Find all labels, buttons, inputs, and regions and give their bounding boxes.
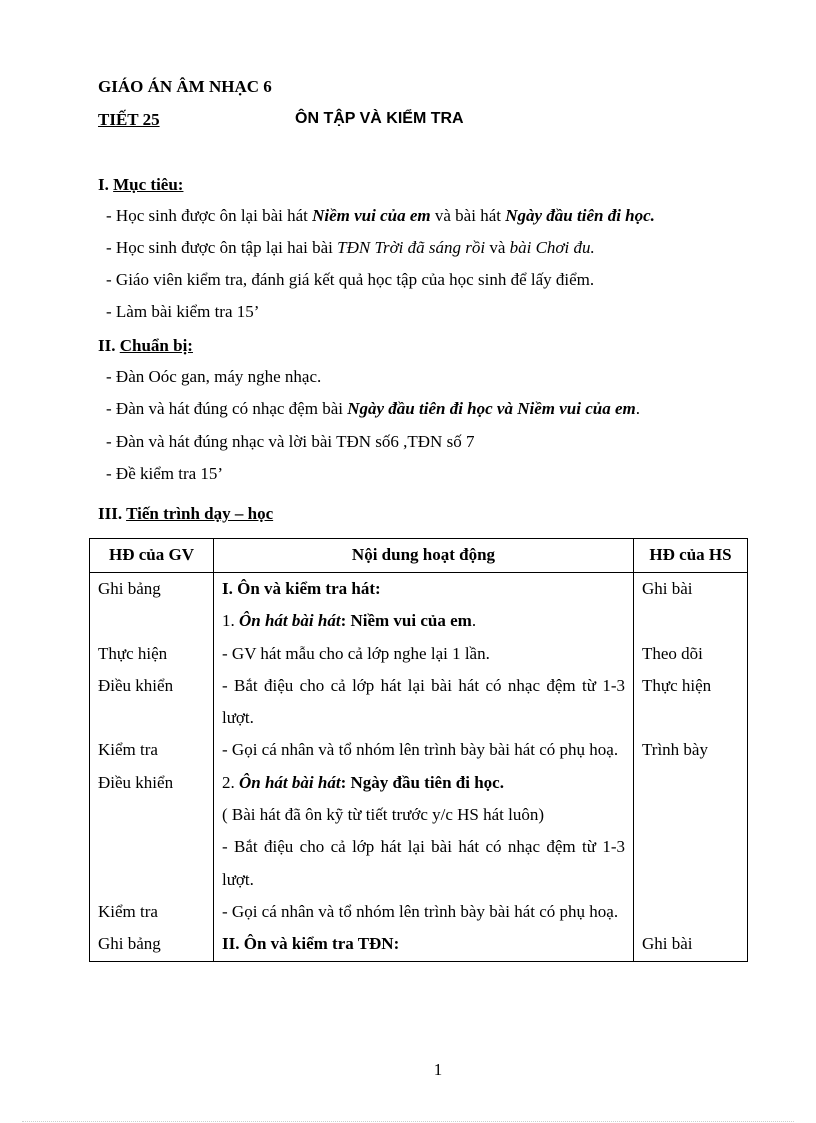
teacher-activity: [90, 605, 214, 637]
objective-item: - Làm bài kiểm tra 15’: [106, 302, 260, 321]
teacher-activity: Kiểm tra: [90, 896, 214, 928]
punctuation: .: [471, 611, 477, 631]
song-title: Ngày đầu tiên đi học và Niềm vui của em: [347, 399, 636, 418]
section-3-title: Tiến trình dạy – học: [126, 504, 274, 523]
column-header-student: HĐ của HS: [634, 539, 748, 573]
lesson-plan-table: [89, 538, 748, 962]
student-activity: [634, 767, 748, 799]
activity-label: Ôn hát bài hát: [239, 772, 341, 792]
preparation-item: - Đàn và hát đúng nhạc và lời bài TĐN số6 ,TĐN số 7: [106, 432, 475, 451]
preparation-item: - Đề kiểm tra 15’: [106, 464, 224, 483]
student-activity: [634, 799, 748, 831]
teacher-activity: Điều khiển: [90, 767, 214, 799]
objective-text: - Học sinh được ôn lại bài hát: [106, 206, 313, 225]
song-name: : Niềm vui của em: [340, 611, 472, 631]
teacher-activity: Kiểm tra: [90, 734, 214, 766]
table-row: [90, 767, 748, 799]
student-activity: Ghi bài: [634, 573, 748, 606]
section-1-number: I.: [98, 175, 109, 194]
teacher-activity: [90, 799, 214, 831]
activity-content: - Gọi cá nhân và tổ nhóm lên trình bày bài hát có phụ hoạ.: [214, 734, 634, 766]
section-3-number: III.: [98, 504, 123, 523]
activity-content: - GV hát mẫu cho cả lớp nghe lại 1 lần.: [214, 638, 634, 670]
page-number: 1: [433, 1060, 443, 1079]
song-title: Ngày đầu tiên đi học.: [505, 206, 655, 225]
table-row: [90, 896, 748, 928]
section-2-heading: [98, 336, 193, 356]
activity-content: - Gọi cá nhân và tổ nhóm lên trình bày bài hát có phụ hoạ.: [214, 896, 634, 928]
activity-content: [214, 767, 634, 799]
student-activity: Theo dõi: [634, 638, 748, 670]
objective-text: và bài hát: [430, 206, 506, 225]
section-3-heading: [98, 504, 273, 524]
preparation-item: - Đàn Oóc gan, máy nghe nhạc.: [106, 367, 322, 386]
objective-item: - Giáo viên kiểm tra, đánh giá kết quả học tập của học sinh để lấy điểm.: [106, 270, 595, 289]
song-title: bài Chơi đu.: [509, 238, 595, 257]
preparation-item: [106, 399, 640, 419]
objective-text: - Học sinh được ôn tập lại hai bài: [106, 238, 338, 257]
activity-content: - Bắt điệu cho cả lớp hát lại bài hát có nhạc đệm từ 1-3 lượt.: [214, 670, 634, 735]
activity-content: I. Ôn và kiểm tra hát:: [214, 573, 634, 606]
table-row: [90, 573, 748, 606]
student-activity: Trình bày: [634, 734, 748, 766]
song-title: TĐN Trời đã sáng rồi: [337, 238, 486, 257]
objective-item: [106, 206, 655, 226]
section-1-title: Mục tiêu:: [113, 175, 184, 194]
teacher-activity: Ghi bảng: [90, 928, 214, 961]
song-name: : Ngày đầu tiên đi học.: [340, 772, 504, 792]
section-2-number: II.: [98, 336, 116, 355]
teacher-activity: Thực hiện: [90, 638, 214, 670]
section-1-heading: [98, 175, 183, 195]
item-number: 1.: [222, 611, 239, 631]
item-number: 2.: [222, 772, 239, 792]
table-row: [90, 928, 748, 961]
student-activity: [634, 896, 748, 928]
student-activity: [634, 605, 748, 637]
document-title: GIÁO ÁN ÂM NHẠC 6: [98, 77, 272, 96]
song-title: Niềm vui của em: [312, 206, 431, 225]
lesson-number: TIẾT 25: [98, 110, 160, 129]
table-row: [90, 670, 748, 735]
column-header-content: Nội dung hoạt động: [214, 539, 634, 573]
activity-content: ( Bài hát đã ôn kỹ từ tiết trước y/c HS hát luôn): [214, 799, 634, 831]
table-header-row: [90, 539, 748, 573]
table-row: [90, 638, 748, 670]
student-activity: [634, 831, 748, 896]
teacher-activity: Ghi bảng: [90, 573, 214, 606]
table-row: [90, 831, 748, 896]
preparation-text: - Đàn và hát đúng có nhạc đệm bài: [106, 399, 348, 418]
objective-text: và: [485, 238, 510, 257]
preparation-text: .: [635, 399, 640, 418]
teacher-activity: Điều khiển: [90, 670, 214, 735]
section-2-title: Chuẩn bị:: [119, 336, 193, 355]
table-row: [90, 605, 748, 637]
activity-content: II. Ôn và kiểm tra TĐN:: [214, 928, 634, 961]
table-row: [90, 799, 748, 831]
objective-item: [106, 238, 595, 258]
lesson-title: ÔN TẬP VÀ KIỂM TRA: [295, 110, 464, 127]
activity-content: [214, 605, 634, 637]
teacher-activity: [90, 831, 214, 896]
activity-content: - Bắt điệu cho cả lớp hát lại bài hát có nhạc đệm từ 1-3 lượt.: [214, 831, 634, 896]
student-activity: Ghi bài: [634, 928, 748, 961]
activity-label: Ôn hát bài hát: [239, 611, 341, 631]
table-row: [90, 734, 748, 766]
page-bottom-divider: [22, 1121, 794, 1122]
column-header-teacher: HĐ của GV: [90, 539, 214, 573]
student-activity: Thực hiện: [634, 670, 748, 735]
